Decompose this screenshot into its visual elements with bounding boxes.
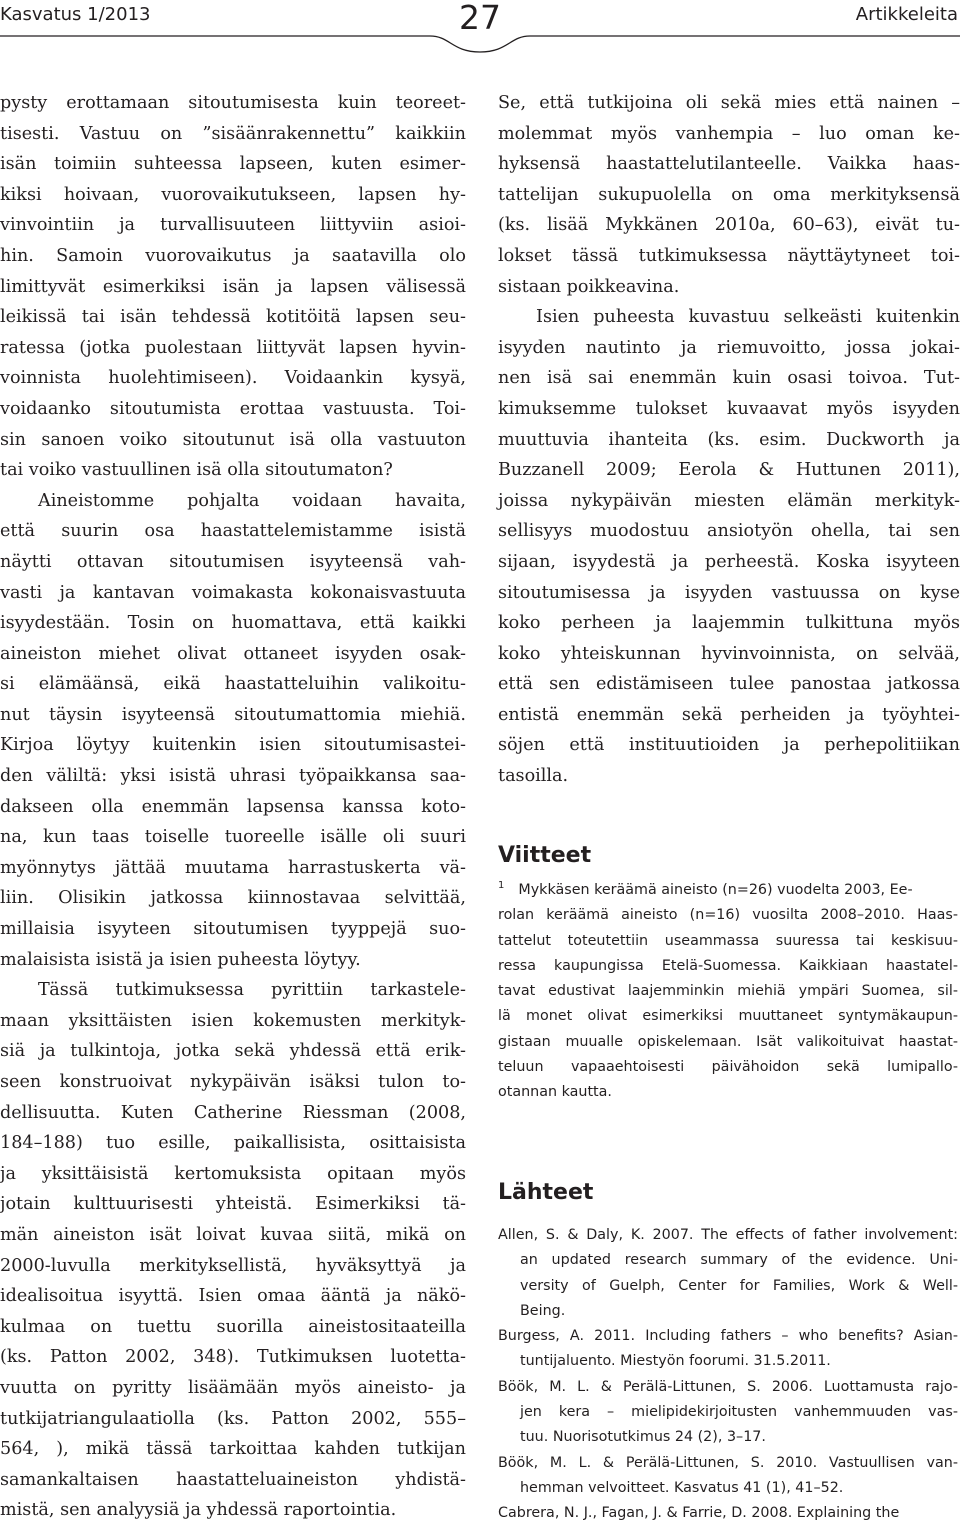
text-line: lokset tässä tutkimuksessa näyttäytyneet toi- (498, 245, 960, 266)
text-line: malaisista isistä ja isien puheesta löytyy. (0, 949, 361, 970)
reference-line: jen kera – mielipidekirjoitusten vanhemmuuden vas- (520, 1404, 958, 1421)
text-line: pysty erottamaan sitoutumisesta kuin teoreet- (0, 93, 466, 113)
text-line: kulmaa on tuettu suorilla aineistositaateilla (0, 1316, 466, 1337)
notes-heading: Viitteet (498, 843, 592, 868)
text-line: hin. Samoin vuorovaikutus ja saatavilla olo (0, 245, 466, 266)
footnote-line: rolan keräämä aineisto (n=16) vuosilta 2008–2010. Haas- (498, 907, 958, 924)
reference-line: tuu. Nuorisotutkimus 24 (2), 3–17. (520, 1429, 766, 1446)
text-line: maan yksittäisten isien kokemusten merkityk- (0, 1010, 466, 1031)
text-line: liin. Olisikin jatkossa kiinnostavaa selvittää, (0, 888, 466, 909)
footnote-line: tavat edustivat laajemminkin miehiä ympäri Suomea, sil- (498, 983, 958, 1000)
text-line: ja yksittäisistä kertomuksista opitaan myös (0, 1163, 466, 1184)
reference-line: Burgess, A. 2011. Including fathers – who benefits? Asian- (498, 1328, 958, 1345)
text-line: isän toimiin suhteessa lapseen, kuten esimer- (0, 154, 466, 175)
text-line: voinnista huolehtimiseen). Voidaankin kysyä, (0, 368, 466, 389)
left-column (0, 88, 466, 1526)
text-line: na, kun taas toiselle tuoreelle isälle oli suuri (0, 827, 466, 848)
text-line: dellisuutta. Kuten Catherine Riessman (2008, (0, 1102, 466, 1123)
reference-line: Being. (520, 1302, 566, 1319)
page-number: 27 (459, 0, 501, 37)
text-line: 184–188) tuo esille, paikallisista, osittaisista (0, 1133, 466, 1154)
footnote-line: lä monet olivat esimerkiksi muuttaneet syntymäkaupun- (498, 1008, 958, 1025)
text-line: den väliltä: yksi isistä uhrasi työpaikkansa saa- (0, 766, 466, 787)
text-line: dakseen olla enemmän lapsensa kanssa koto- (0, 796, 466, 817)
text-line: molemmat myös vanhempia – luo oman ke- (498, 123, 960, 144)
text-line: (ks. lisää Mykkänen 2010a, 60–63), eivät tu- (498, 215, 960, 236)
text-line: samankaltaisen haastatteluaineiston yhdistä- (0, 1469, 466, 1490)
footnote-line: otannan kautta. (498, 1084, 612, 1101)
reference-entry (498, 1324, 958, 1375)
text-line: sin sanoen voiko sitoutunut isä olla vastuuton (0, 429, 466, 450)
footnote-text: Mykkäsen keräämä aineisto (n=26) vuodelta 2003, Ee- (518, 882, 913, 898)
text-line: idealisoitua isyyttä. Isien omaa ääntä ja näkö- (0, 1286, 466, 1307)
text-line: tasoilla. (498, 766, 569, 787)
text-line: sitoutumisessa ja isyyden vastuussa on kyse (498, 582, 960, 603)
reference-entry (498, 1501, 958, 1526)
text-line: isyyden nautinto ja riemuvoitto, jossa jokai- (498, 337, 960, 358)
text-line: 564, ), mikä tässä tarkoittaa kahden tutkijan (0, 1439, 466, 1460)
reference-line: Allen, S. & Daly, K. 2007. The effects of father involvement: (498, 1227, 958, 1243)
text-line: män aineiston isät loivat kuvaa siitä, mikä on (0, 1224, 466, 1245)
references-heading: Lähteet (498, 1180, 594, 1205)
footnote-line: ressa kaupungissa Etelä-Suomessa. Kaikkiaan haastatel- (498, 957, 958, 974)
text-line: 2000-luvulla merkityksellistä, hyväksyttyä ja (0, 1255, 466, 1276)
reference-entry (498, 1223, 958, 1324)
text-line: seen konstruoivat nykypäivän isäksi tulon to- (0, 1072, 466, 1092)
text-line: voidaanko sitoutumista erottaa vastuusta. Toi- (0, 398, 466, 419)
text-line: limittyvät esimerkiksi isän ja lapsen välisessä (0, 276, 466, 297)
text-line: tattelijan sukupuolella on oma merkityksensä (498, 184, 960, 205)
reference-line: hemman velvoitteet. Kasvatus 41 (1), 41–52. (520, 1479, 844, 1496)
reference-list (498, 1223, 958, 1527)
text-line: Buzzanell 2009; Eerola & Huttunen 2011), (498, 460, 960, 481)
text-line: vinvointiin ja turvallisuuteen liittyviin asioi- (0, 215, 466, 236)
text-line: koko perheen ja laajemmin tulkittuna myös (498, 613, 960, 634)
text-line: kimuksemme tulokset kuvaavat myös isyyden (498, 398, 960, 419)
reference-entry (498, 1375, 958, 1451)
text-line: si elämäänsä, eikä haastatteluihin valikoitu- (0, 674, 466, 695)
reference-line: versity of Guelph, Center for Families, Work & Well- (520, 1277, 958, 1294)
text-line: leikissä tai isän tehdessä kotitöitä lapsen seu- (0, 307, 466, 328)
text-line: sijaan, isyydestä ja perheestä. Koska isyyteen (498, 551, 960, 572)
footnote-line: gistaan muualle opiskelemaan. Isät valikoituivat haastat- (498, 1033, 958, 1050)
footnote-line: tattelut toteutettiin useammassa suuressa tai keskisuu- (498, 932, 958, 949)
reference-line: tuntijaluento. Miestyön foorumi. 31.5.2011. (520, 1353, 831, 1370)
text-line: Se, että tutkijoina oli sekä mies että nainen – (498, 93, 960, 113)
text-line: nen isä sai enemmän kuin osasi toivoa. Tut- (498, 368, 960, 389)
text-line: joissa nykypäivän miesten elämän merkityk- (498, 490, 960, 511)
reference-line: Böök, M. L. & Perälä-Littunen, S. 2006. Luottamusta rajo- (498, 1378, 958, 1395)
text-line: entistä enemmän sekä perheiden ja työyhtei- (498, 704, 960, 725)
text-line: tutkijatriangulaatiolla (ks. Patton 2002, 555– (0, 1408, 466, 1429)
text-line: millaisia isyyteen sitoutumisen tyyppejä suo- (0, 919, 466, 940)
text-line: Kirjoa löytyy kuitenkin isien sitoutumisastei- (0, 735, 466, 756)
text-line: (ks. Patton 2002, 348). Tutkimuksen luotetta- (0, 1347, 466, 1368)
reference-entry (498, 1451, 958, 1502)
text-line: söjen että instituutioiden ja perhepolitiikan (498, 735, 960, 756)
text-line: muuttuvia ihanteita (ks. esim. Duckworth ja (498, 429, 960, 450)
text-line: mistä, sen analyysiä ja yhdessä raportointia. (0, 1500, 397, 1521)
footnote (498, 878, 958, 1106)
footnote-marker: 1 (498, 880, 505, 892)
text-line: tisesti. Vastuu on ”sisäänrakennettu” kaikkiin (0, 123, 466, 144)
text-line: nut täysin isyyteensä sitoutumattomia miehiä. (0, 704, 466, 725)
text-line: aineiston miehet olivat ottaneet isyyden osak- (0, 643, 466, 664)
text-line: vuutta on pyritty lisäämään myös aineisto- ja (0, 1377, 466, 1398)
reference-line: Böök, M. L. & Perälä-Littunen, S. 2010. Vastuullisen van- (498, 1454, 958, 1471)
footnote-line (498, 878, 958, 903)
text-line: Isien puheesta kuvastuu selkeästi kuitenkin (536, 307, 960, 328)
text-line: siä ja tulkintoja, jotka sekä yhdessä että erik- (0, 1041, 466, 1062)
text-line: että sen edistämiseen tulee panostaa jatkossa (498, 674, 960, 695)
text-line: koko yhteiskunnan hyvinvoinnista, on selvää, (498, 643, 960, 664)
text-line: sistaan poikkeavina. (498, 276, 680, 297)
text-line: isyydestään. Tosin on huomattava, että kaikki (0, 613, 466, 634)
text-line: sellisyys muodostuu ansiotyön ohella, tai sen (498, 521, 960, 542)
text-line: vasti ja kantavan voimakasta kokonaisvastuuta (0, 582, 466, 603)
text-line: että suurin osa haastattelemistamme isistä (0, 521, 466, 542)
text-line: myönnytys jättää muutama harrastuskerta vä- (0, 857, 466, 878)
text-line: Aineistomme pohjalta voidaan havaita, (38, 490, 466, 511)
reference-line: Cabrera, N. J., Fagan, J. & Farrie, D. 2008. Explaining the (498, 1505, 900, 1522)
text-line: kiksi hoivaan, vuorovaikutukseen, lapsen hy- (0, 184, 466, 205)
text-line: jotain kulttuurisesti yhteistä. Esimerkiksi tä- (0, 1194, 466, 1215)
text-line: Tässä tutkimuksessa pyrittiin tarkastele- (38, 980, 466, 1001)
text-line: tai voiko vastuullinen isä olla sitoutumaton? (0, 460, 393, 481)
text-line: hyksensä haastattelutilanteelle. Vaikka haas- (498, 154, 960, 175)
footnote-line: teluun vapaaehtoisesti päivähoidon sekä lumipallo- (498, 1059, 958, 1076)
text-line: näytti ottavan sitoutumisen isyyteensä vah- (0, 551, 466, 572)
section-name: Artikkeleita (855, 4, 958, 25)
journal-name: Kasvatus 1/2013 (0, 4, 151, 25)
right-column (498, 88, 960, 792)
page-header (0, 0, 960, 56)
text-line: ratessa (jotka puolestaan liittyvät lapsen hyvin- (0, 337, 466, 358)
reference-line: an updated research summary of the evidence. Uni- (520, 1252, 958, 1269)
